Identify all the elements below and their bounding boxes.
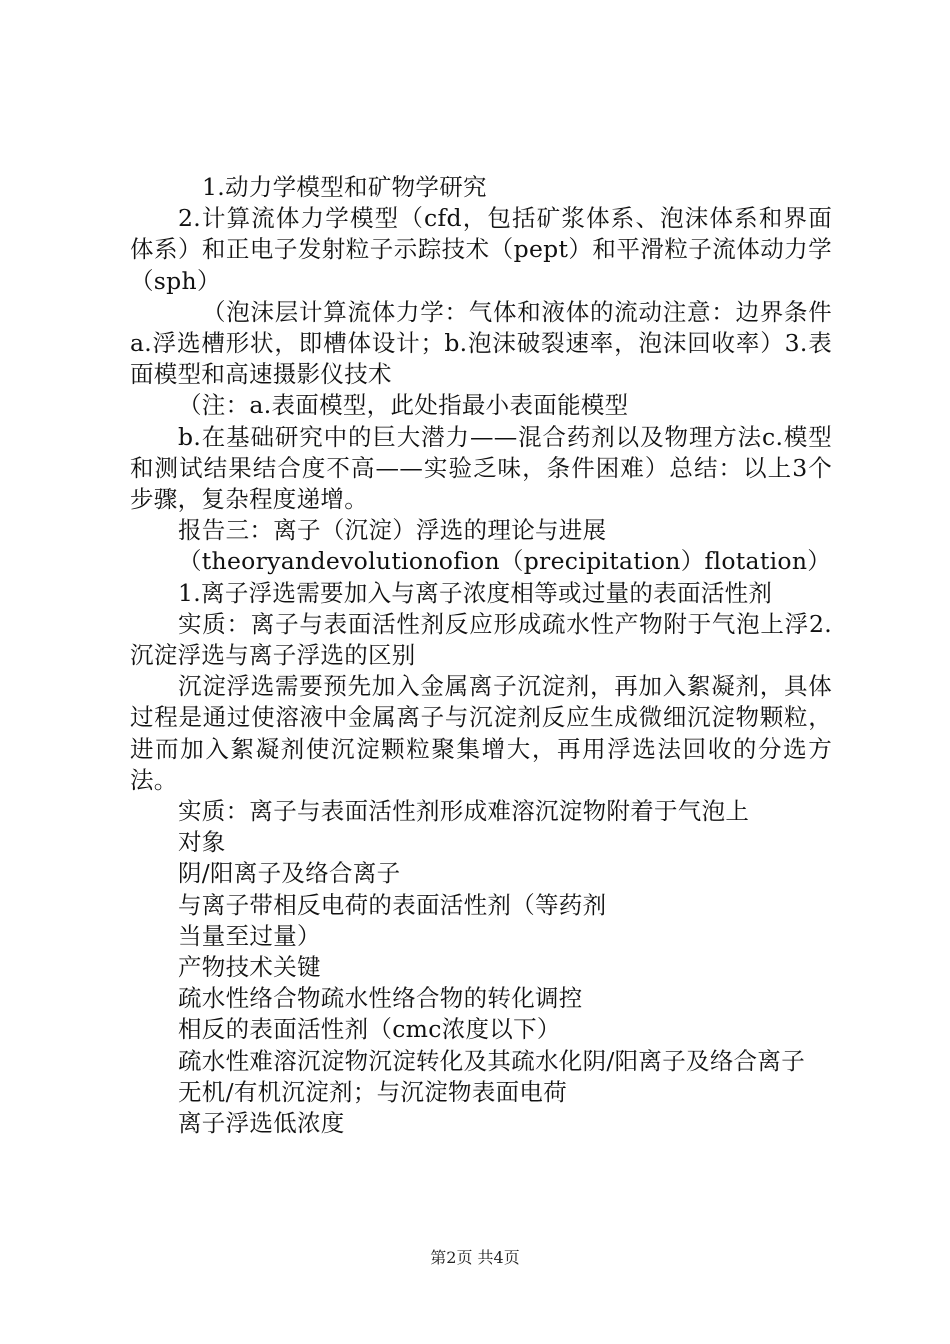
paragraph: 无机/有机沉淀剂；与沉淀物表面电荷: [178, 1077, 568, 1106]
paragraph: 当量至过量）: [178, 921, 321, 950]
paragraph: （泡沫层计算流体力学：气体和液体的流动注意：边界条件a.浮选槽形状，即槽体设计；b.泡沫破裂速率，泡沫回收率）3.表面模型和高速摄影仪技术: [130, 297, 832, 389]
page-footer: [0, 1245, 950, 1268]
paragraph: （注：a.表面模型，此处指最小表面能模型: [178, 391, 629, 420]
paragraph: 对象: [178, 828, 226, 857]
paragraph: 疏水性难溶沉淀物沉淀转化及其疏水化阴/阳离子及络合离子: [178, 1046, 806, 1075]
paragraph: 相反的表面活性剂（cmc浓度以下）: [178, 1015, 561, 1044]
document-body: [130, 172, 832, 1139]
paragraph: b.在基础研究中的巨大潜力——混合药剂以及物理方法c.模型和测试结果结合度不高——实验乏味，条件困难）总结：以上3个步骤，复杂程度递增。: [130, 422, 832, 514]
paragraph: 2.计算流体力学模型（cfd，包括矿浆体系、泡沫体系和界面体系）和正电子发射粒子示踪技术（pept）和平滑粒子流体动力学（sph）: [130, 204, 832, 295]
paragraph: 实质：离子与表面活性剂形成难溶沉淀物附着于气泡上: [178, 797, 750, 826]
paragraph: 沉淀浮选需要预先加入金属离子沉淀剂，再加入絮凝剂，具体过程是通过使溶液中金属离子与沉淀剂反应生成微细沉淀物颗粒，进而加入絮凝剂使沉淀颗粒聚集增大，再用浮选法回收的分选方法。: [130, 672, 832, 794]
paragraph: 1.动力学模型和矿物学研究: [202, 173, 487, 201]
paragraph: 报告三：离子（沉淀）浮选的理论与进展: [178, 516, 607, 545]
paragraph: 1.离子浮选需要加入与离子浓度相等或过量的表面活性剂: [178, 578, 773, 607]
paragraph: 实质：离子与表面活性剂反应形成疏水性产物附于气泡上浮2.沉淀浮选与离子浮选的区别: [130, 609, 832, 670]
paragraph: 离子浮选低浓度: [178, 1109, 345, 1138]
paragraph: 阴/阳离子及络合离子: [178, 859, 401, 888]
page-number: 第2页 共4页: [430, 1248, 520, 1267]
paragraph: 疏水性络合物疏水性络合物的转化调控: [178, 984, 583, 1013]
paragraph: 产物技术关键: [178, 953, 321, 982]
paragraph: 与离子带相反电荷的表面活性剂（等药剂: [178, 890, 607, 919]
paragraph: （theoryandevolutionofion（precipitation）flotation）: [178, 547, 832, 576]
